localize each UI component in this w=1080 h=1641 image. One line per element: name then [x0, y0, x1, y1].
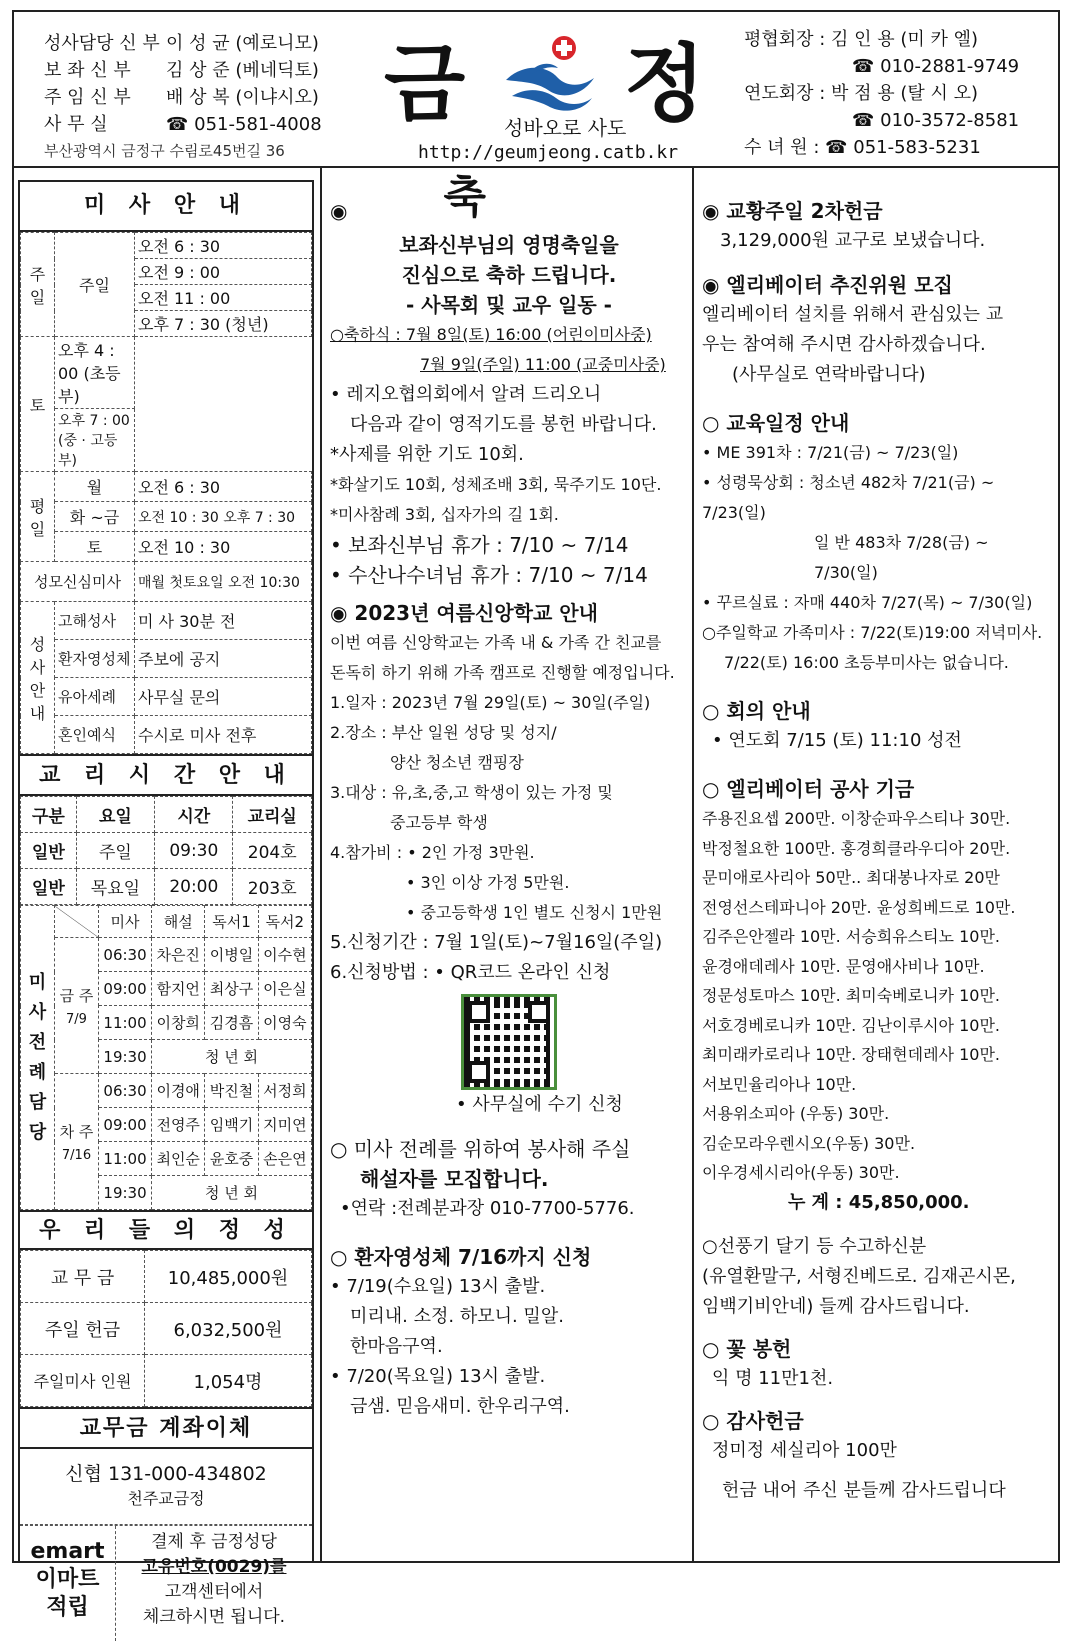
- volunteer-contact: •연락 :전례분과장 010-7700-5776.: [340, 1198, 635, 1219]
- feast-notice: [330, 174, 688, 1422]
- website-link[interactable]: http://geumjeong.catb.kr: [418, 142, 679, 163]
- table-cell: 이창희: [152, 1006, 205, 1040]
- marian-mass-time: 매월 첫토요일 오전 10:30: [135, 562, 312, 602]
- sick-line: • 7/20(목요일) 13시 출발.: [330, 1366, 546, 1387]
- list-item: 서호경베로니카 10만. 김난이루시아 10만.: [702, 1015, 1000, 1035]
- education-line: • 성령묵상회 : 청소년 482차 7/21(금) ~ 7/23(일): [702, 473, 995, 522]
- sick-line: 한마음구역.: [350, 1336, 443, 1357]
- meeting-line: • 연도회 7/15 (토) 11:10 성전: [712, 730, 962, 751]
- prayer-line: *화살기도 10회, 성체조배 3회, 묵주기도 10단.: [330, 475, 662, 494]
- list-item: 윤경애데레사 10만. 문영애사비나 10만.: [702, 956, 985, 976]
- bulletin-header: [12, 10, 1060, 168]
- meeting-title: ○ 회의 안내: [702, 699, 811, 723]
- mass-guide-title: 미 사 안 내: [20, 182, 312, 232]
- volunteer-line: 해설자를 모집합니다.: [360, 1167, 549, 1191]
- school-line: 3.대상 : 유,초,중,고 학생이 있는 가정 및: [330, 783, 613, 802]
- mass-time: 오전 6 : 30: [135, 233, 312, 259]
- next-week-date: 7/16: [61, 1147, 92, 1163]
- thanks-offering-title: ○ 감사헌금: [702, 1408, 804, 1433]
- emart-label-line: emart: [30, 1539, 105, 1564]
- liturgy-duty-table: [20, 905, 312, 1210]
- sacrament-info: 사무실 문의: [135, 678, 312, 716]
- thanks-line: ○선풍기 달기 등 수고하신분: [702, 1235, 927, 1257]
- feast-time: 7월 9일(주일) 11:00 (교중미사중): [420, 355, 666, 374]
- thanks-line: 임백기비안네) 들께 감사드립니다.: [702, 1295, 970, 1317]
- this-week-date: 7/9: [66, 1011, 87, 1027]
- school-line: 2.장소 : 부산 일원 성당 및 성지/: [330, 723, 557, 742]
- table-cell: 함지언: [152, 972, 205, 1006]
- education-line: 7/22(토) 16:00 초등부미사는 없습니다.: [724, 653, 1009, 672]
- col-header: 시간: [155, 797, 233, 833]
- table-cell: 차은진: [152, 938, 205, 972]
- contacts-right: [744, 26, 1019, 161]
- thanks-offering-line: 정미정 세실리아 100만: [712, 1439, 897, 1461]
- col-header: 독서1: [205, 906, 258, 938]
- clergy-row: 보 좌 신 부: [44, 60, 131, 81]
- prayer-line: • 레지오협의회에서 알려 드리오니: [330, 384, 602, 405]
- table-cell: 이은실: [258, 972, 311, 1006]
- sunday-label: 주일: [55, 233, 135, 337]
- sacrament-info: 주보에 공지: [135, 640, 312, 678]
- education-line: • ME 391차 : 7/21(금) ~ 7/23(일): [702, 443, 959, 462]
- list-item: 이우경세시리아(우동) 30만.: [702, 1163, 900, 1182]
- sacrament-label: 고해성사: [55, 602, 135, 640]
- school-line: • 중고등학생 1인 별도 신청시 1만원: [406, 903, 663, 922]
- table-cell: 지미연: [258, 1108, 311, 1142]
- school-line: 양산 청소년 캠핑장: [390, 753, 524, 772]
- mass-time: 오전 10 : 30: [135, 532, 312, 562]
- sick-line: 미리내. 소정. 하모니. 밀알.: [350, 1306, 564, 1327]
- marian-mass-label: 성모신심미사: [21, 562, 135, 602]
- list-item: 김주은안젤라 10만. 서승희유스티노 10만.: [702, 927, 1000, 946]
- table-cell: 윤호중: [205, 1142, 258, 1176]
- school-line: • 3인 이상 가정 5만원.: [406, 873, 570, 892]
- table-cell: 최인순: [152, 1142, 205, 1176]
- feast-line: 진심으로 축하 드립니다.: [401, 263, 617, 287]
- table-cell: 임백기: [205, 1108, 258, 1142]
- school-title: ◉ 2023년 여름신앙학교 안내: [330, 601, 598, 625]
- table-cell: 09:30: [155, 833, 233, 869]
- contact-line: 평협회장 : 김 인 용 (미 카 엘): [744, 29, 979, 50]
- saturday-label: 토: [55, 532, 135, 562]
- table-cell: 19:30: [99, 1040, 152, 1074]
- list-item: 김순모라우렌시오(우동) 30만.: [702, 1133, 916, 1153]
- bullet-icon: ◉: [330, 199, 348, 223]
- list-item: 서용위소피아 (우동) 30만.: [702, 1104, 890, 1123]
- mass-time: 오전 9 : 00: [135, 259, 312, 285]
- notice-title: ◉ 교황주일 2차헌금: [702, 199, 883, 223]
- table-cell: 일반: [21, 869, 77, 905]
- offering-value: 6,032,500원: [145, 1303, 312, 1355]
- patron-saint: 성바오로 사도: [504, 116, 627, 140]
- sunday-group: 주 일: [21, 233, 55, 337]
- fund-total: 누 계 : 45,850,000.: [788, 1191, 970, 1213]
- table-cell: 이경애: [152, 1074, 205, 1108]
- table-cell: 박진철: [205, 1074, 258, 1108]
- left-column: [18, 180, 314, 1627]
- col-header: 교리실: [233, 797, 312, 833]
- volunteer-line: ○ 미사 전례를 위하여 봉사해 주실: [330, 1137, 631, 1161]
- contact-line: 수 녀 원 : ☎ 051-583-5231: [744, 137, 981, 158]
- vacation-line: • 수산나수녀님 휴가 : 7/10 ~ 7/14: [330, 563, 648, 587]
- clergy-list: [44, 30, 322, 165]
- table-cell: 20:00: [155, 869, 233, 905]
- sacrament-group: 성 사 안 내: [21, 602, 55, 754]
- contact-phone: ☎ 010-2881-9749: [852, 56, 1020, 77]
- offering-title: 우 리 들 의 정 성: [20, 1210, 312, 1250]
- col-header: 해설: [152, 906, 205, 938]
- clergy-name: 배 상 복 (이냐시오): [166, 87, 319, 108]
- title-left: 금: [384, 35, 466, 133]
- right-column: [694, 168, 1060, 1563]
- col-header: 독서2: [258, 906, 311, 938]
- flower-line: 익 명 11만1천.: [712, 1367, 834, 1389]
- duty-group: 미 사 전 례 담 당: [21, 906, 55, 1210]
- clergy-name: 이 성 균 (예로니모): [166, 33, 319, 54]
- school-line: • 사무실에 수기 신청: [456, 1094, 623, 1115]
- education-title: ○ 교육일정 안내: [702, 411, 850, 435]
- school-line: 4.참가비 : • 2인 가정 3만원.: [330, 843, 535, 862]
- table-cell: 청 년 회: [152, 1040, 312, 1074]
- tue-fri-label: 화 ~금: [55, 502, 135, 532]
- school-line: 1.일자 : 2023년 7월 29일(토) ~ 30일(주일): [330, 693, 651, 712]
- sacrament-info: 수시로 미사 전후: [135, 716, 312, 754]
- notice-title: ◉ 엘리베이터 추진위원 모집: [702, 273, 953, 297]
- offering-label: 주일미사 인원: [21, 1355, 145, 1407]
- table-cell: 일반: [21, 833, 77, 869]
- table-cell: 이병일: [205, 938, 258, 972]
- school-line: 5.신청기간 : 7월 1일(토)~7월16일(주일): [330, 932, 663, 953]
- list-item: 박정철요한 100만. 홍경희클라우디아 20만.: [702, 838, 1011, 858]
- account-title: 교무금 계좌이체: [20, 1407, 312, 1449]
- table-cell: 09:00: [99, 972, 152, 1006]
- notice-line: 우는 참여해 주시면 감사하겠습니다.: [702, 334, 986, 355]
- office-phone: ☎ 051-581-4008: [166, 114, 322, 135]
- list-item: 전영선스테파니아 20만. 윤성희베드로 10만.: [702, 897, 1016, 917]
- clergy-row: 주 임 신 부: [44, 87, 131, 108]
- table-cell: 11:00: [99, 1006, 152, 1040]
- table-cell: 서정희: [258, 1074, 311, 1108]
- col-header: 구분: [21, 797, 77, 833]
- contact-line: 연도회장 : 박 점 용 (탈 시 오): [744, 83, 979, 104]
- flower-title: ○ 꽃 봉헌: [702, 1336, 792, 1361]
- emart-line: 고유번호(0029)를: [141, 1557, 287, 1577]
- notice-line: 엘리베이터 설치를 위해서 관심있는 교: [702, 304, 1004, 325]
- next-week-text: 차 주: [59, 1122, 94, 1141]
- table-cell: 06:30: [99, 1074, 152, 1108]
- table-cell: 11:00: [99, 1142, 152, 1176]
- emart-info: [116, 1526, 312, 1641]
- thanks-line: (유열환말구, 서형진베드로. 김재곤시몬,: [702, 1265, 1016, 1287]
- sacrament-label: 환자영성체: [55, 640, 135, 678]
- offering-value: 1,054명: [145, 1355, 312, 1407]
- catechism-table: [20, 796, 312, 905]
- emart-line: 고객센터에서: [164, 1582, 264, 1602]
- clergy-row: 성사담당 신 부: [44, 33, 160, 54]
- offering-value: 10,485,000원: [145, 1251, 312, 1303]
- prayer-line: *미사참례 3회, 십자가의 길 1회.: [330, 505, 559, 524]
- sick-line: • 7/19(수요일) 13시 출발.: [330, 1276, 546, 1297]
- table-cell: 06:30: [99, 938, 152, 972]
- table-cell: 김경흠: [205, 1006, 258, 1040]
- monday-label: 월: [55, 472, 135, 502]
- sick-line: 금샘. 믿음새미. 한우리구역.: [350, 1396, 570, 1417]
- notice-line: 3,129,000원 교구로 보냈습니다.: [720, 230, 986, 251]
- parish-logo-icon: [502, 34, 598, 114]
- table-cell: 손은연: [258, 1142, 311, 1176]
- mass-time: 오전 10 : 30 오후 7 : 30: [135, 502, 312, 532]
- education-line: ○주일학교 가족미사 : 7/22(토)19:00 저녁미사.: [702, 623, 1043, 642]
- col-header: 미사: [99, 906, 152, 938]
- list-item: 서보민율리아나 10만.: [702, 1074, 857, 1094]
- school-line: 6.신청방법 : • QR코드 온라인 신청: [330, 962, 611, 983]
- mass-schedule-table: [20, 232, 312, 754]
- clergy-name: 김 상 준 (베네딕토): [166, 60, 319, 81]
- table-cell: 19:30: [99, 1176, 152, 1210]
- emart-line: 결제 후 금정성당: [151, 1532, 277, 1552]
- mass-time: 오전 6 : 30: [135, 472, 312, 502]
- sacrament-label: 혼인예식: [55, 716, 135, 754]
- feast-line: - 사목회 및 교우 일동 -: [406, 293, 612, 317]
- mass-time: 오후 7 : 30 (청년): [135, 311, 312, 337]
- school-line: 중고등부 학생: [390, 813, 488, 832]
- feast-line: 보좌신부님의 영명축일을: [399, 233, 619, 257]
- emart-label-line: 적립: [46, 1595, 89, 1620]
- title-block: [374, 20, 704, 168]
- prayer-line: 다음과 같이 영적기도를 봉헌 바랍니다.: [350, 414, 657, 435]
- next-week-label: [55, 1074, 99, 1210]
- notice-line: (사무실로 연락바랍니다): [732, 364, 926, 385]
- emart-label-line: 이마트: [35, 1567, 100, 1592]
- list-item: 정문성토마스 10만. 최미숙베로니카 10만.: [702, 986, 1000, 1005]
- this-week-text: 금 주: [59, 986, 94, 1005]
- table-cell: 전영주: [152, 1108, 205, 1142]
- sick-communion-title: ○ 환자영성체 7/16까지 신청: [330, 1245, 592, 1269]
- list-item: 최미래카로리나 10만. 장태현데레사 10만.: [702, 1045, 1000, 1064]
- fund-title: ○ 엘리베이터 공사 기금: [702, 777, 915, 801]
- mass-time: 오전 11 : 00: [135, 285, 312, 311]
- celebrate-mark: 축: [443, 172, 486, 223]
- title-right: 정: [624, 35, 706, 133]
- offering-table: [20, 1250, 312, 1407]
- school-line: 돈독히 하기 위해 가족 캠프로 진행할 예정입니다.: [330, 663, 675, 682]
- table-cell: 목요일: [76, 869, 155, 905]
- school-line: 이번 여름 신앙학교는 가족 내 & 가족 간 친교를: [330, 633, 662, 652]
- col-header: 요일: [76, 797, 155, 833]
- middle-column: [320, 168, 694, 1563]
- offering-label: 교 무 금: [21, 1251, 145, 1303]
- vacation-line: • 보좌신부님 휴가 : 7/10 ~ 7/14: [330, 533, 629, 557]
- address: 부산광역시 금정구 수림로45번길 36: [44, 142, 285, 160]
- education-line: • 꾸르실료 : 자매 440차 7/27(목) ~ 7/30(일): [702, 593, 1033, 612]
- mass-time: 오후 4 : 00 (초등부): [55, 337, 135, 409]
- feast-time: ○축하식 : 7월 8일(토) 16:00 (어린이미사중): [330, 325, 652, 344]
- this-week-label: [55, 938, 99, 1074]
- offering-label: 주일 헌금: [21, 1303, 145, 1355]
- account-holder: 천주교금정: [127, 1489, 205, 1508]
- office-label: 사 무 실: [44, 114, 108, 135]
- table-cell: 204호: [233, 833, 312, 869]
- emart-line: 체크하시면 됩니다.: [142, 1607, 286, 1627]
- fund-list: [702, 804, 1056, 1188]
- table-cell: 주일: [76, 833, 155, 869]
- prayer-line: *사제를 위한 기도 10회.: [330, 444, 524, 465]
- table-cell: 09:00: [99, 1108, 152, 1142]
- account-number: 신협 131-000-434802: [65, 1463, 267, 1485]
- contact-phone: ☎ 010-3572-8581: [852, 110, 1020, 131]
- sacrament-info: 미 사 30분 전: [135, 602, 312, 640]
- sacrament-label: 유아세례: [55, 678, 135, 716]
- list-item: 주용진요셉 200만. 이창순파우스티나 30만.: [702, 809, 1011, 828]
- right-notices: [702, 196, 1056, 1506]
- saturday-label: 토: [21, 337, 55, 472]
- catechism-title: 교 리 시 간 안 내: [20, 754, 312, 796]
- qr-code-icon[interactable]: [461, 994, 557, 1090]
- table-cell: 203호: [233, 869, 312, 905]
- table-cell: 청 년 회: [152, 1176, 312, 1210]
- list-item: 문미애로사리아 50만.. 최대봉나자로 20만: [702, 868, 1000, 887]
- emart-label: [20, 1526, 116, 1641]
- education-line: 일 반 483차 7/28(금) ~ 7/30(일): [814, 533, 989, 582]
- table-cell: 이영숙: [258, 1006, 311, 1040]
- table-cell: 최상구: [205, 972, 258, 1006]
- thanks-offering-line: 헌금 내어 주신 분들께 감사드립니다: [722, 1479, 1006, 1501]
- weekday-group: 평 일: [21, 472, 55, 562]
- table-cell: 이수현: [258, 938, 311, 972]
- diagonal-cell: [55, 906, 99, 938]
- mass-time: 오후 7 : 00 (중 · 고등부): [55, 409, 135, 472]
